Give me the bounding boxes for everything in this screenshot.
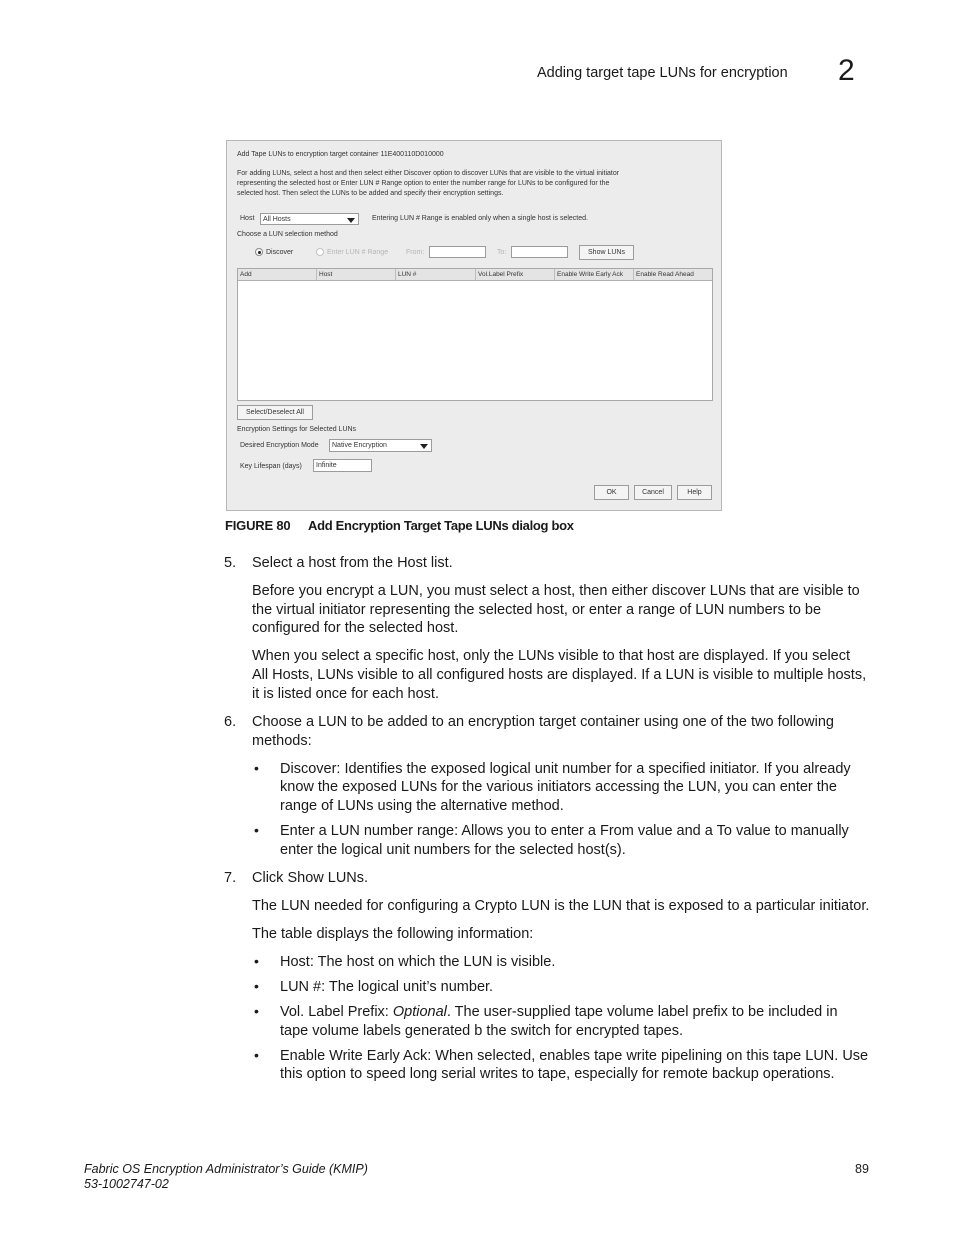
step-7-text: Click Show LUNs. <box>252 870 369 886</box>
step-7-para-2: The table displays the following information: <box>252 926 534 942</box>
range-bullet-line-2: enter the logical unit numbers for the selected host(s). <box>280 842 626 858</box>
discover-bullet-line-3: range of LUNs using the alternative method. <box>280 798 564 814</box>
help-button[interactable]: Help <box>677 485 712 500</box>
from-label: From: <box>406 249 425 256</box>
to-input[interactable] <box>511 246 568 258</box>
ui-term-from: From <box>599 823 634 839</box>
lun-table-header <box>238 269 712 281</box>
discover-label: Discover <box>266 249 294 256</box>
range-radio[interactable] <box>316 248 324 256</box>
step-5-para-2-line-3: it is listed once for each host. <box>252 686 439 702</box>
lun-table <box>237 268 713 401</box>
enc-settings-label: Encryption Settings for Selected LUNs <box>237 426 357 433</box>
host-label: Host <box>240 215 255 222</box>
range-bullet-line-1: Enter a LUN number range: Allows you to enter a From value and a To value to manually <box>280 823 849 839</box>
write-early-ack-bullet-line-2: this option to speed long serial writes to tape, especially for remote backup operations. <box>280 1066 835 1082</box>
from-input[interactable] <box>429 246 486 258</box>
ui-term-vol-label: Vol. Label Prefix <box>280 1004 385 1020</box>
chevron-down-icon <box>347 218 355 223</box>
step-7-number: 7. <box>224 870 237 886</box>
bullet-icon: • <box>254 978 259 994</box>
ui-term-discover: Discover <box>280 761 337 777</box>
bullet-icon: • <box>254 760 259 776</box>
step-7-para-1: The LUN needed for configuring a Crypto LUN is the LUN that is exposed to a particular initiator. <box>252 898 870 914</box>
bullet-icon: • <box>254 1003 259 1019</box>
ui-term-host-col: Host <box>280 954 310 970</box>
write-early-ack-bullet-line-1: Enable Write Early Ack: When selected, enables tape write pipelining on this tape LUN. Use <box>280 1048 869 1064</box>
ui-term-all-hosts: All Hosts <box>252 667 310 683</box>
footer-doc-id: 53-1002747-02 <box>84 1177 169 1191</box>
vol-label-bullet-line-2: tape volume labels generated b the switch for encrypted tapes. <box>280 1023 684 1039</box>
ui-term-to: To <box>716 823 732 839</box>
step-5-number: 5. <box>224 555 237 571</box>
figure-label: FIGURE 80 <box>225 518 291 533</box>
page-number: 89 <box>855 1162 869 1176</box>
bullet-icon: • <box>254 822 259 838</box>
step-5-text: Select a host from the Host list. <box>252 555 453 571</box>
ui-term-show-luns: Show LUNs <box>287 870 365 886</box>
bullet-icon: • <box>254 953 259 969</box>
discover-radio[interactable] <box>255 248 263 256</box>
step-5-para-2-line-1: When you select a specific host, only the LUNs visible to that host are displayed. If you select <box>252 648 851 664</box>
host-select[interactable] <box>260 213 359 225</box>
host-bullet: Host: The host on which the LUN is visible. <box>280 954 556 970</box>
chevron-down-icon <box>420 444 428 449</box>
step-6-number: 6. <box>224 714 237 730</box>
discover-bullet-line-1: Discover: Identifies the exposed logical unit number for a specified initiator. If you already <box>280 761 851 777</box>
cancel-button[interactable]: Cancel <box>634 485 672 500</box>
bullet-icon: • <box>254 1047 259 1063</box>
dialog-title-line: Add Tape LUNs to encryption target container 11E400110D010000 <box>237 151 444 158</box>
lun-bullet: LUN #: The logical unit’s number. <box>280 979 494 995</box>
col-host[interactable]: Host <box>317 269 396 280</box>
ui-term-enter-range: Enter a LUN number range <box>280 823 455 839</box>
add-tape-luns-dialog <box>226 140 722 511</box>
step-5-para-1-line-3: configured for the selected host. <box>252 620 459 636</box>
dialog-instructions-line-3: selected host. Then select the LUNs to be added and specify their encryption settings. <box>237 190 504 197</box>
ui-term-lun-col: LUN # <box>280 979 322 995</box>
col-read-ahead[interactable]: Enable Read Ahead <box>636 271 694 278</box>
running-header-title: Adding target tape LUNs for encryption <box>537 65 788 81</box>
chapter-number: 2 <box>838 54 855 87</box>
step-5-para-1-line-2: the virtual initiator representing the selected host, or enter a range of LUN numbers to be <box>252 602 822 618</box>
step-6-line-1: Choose a LUN to be added to an encryption target container using one of the two following <box>252 714 834 730</box>
step-5-para-2-line-2: All Hosts, LUNs visible to all configured hosts are displayed. If a LUN is visible to multiple hosts, <box>252 667 867 683</box>
mode-label: Desired Encryption Mode <box>240 442 319 449</box>
show-luns-button[interactable]: Show LUNs <box>579 245 634 260</box>
figure-caption: Add Encryption Target Tape LUNs dialog box <box>308 518 574 533</box>
col-lun[interactable]: LUN # <box>396 269 476 280</box>
col-vol-label-prefix[interactable]: Vol.Label Prefix <box>476 269 555 280</box>
col-write-early-ack[interactable]: Enable Write Early Ack <box>555 269 634 280</box>
method-label: Choose a LUN selection method <box>237 231 338 238</box>
footer-book-title: Fabric OS Encryption Administrator’s Guide (KMIP) <box>84 1162 368 1176</box>
key-lifespan-input[interactable]: Infinite <box>313 459 372 472</box>
range-label: Enter LUN # Range <box>327 249 389 256</box>
step-6-line-2: methods: <box>252 733 312 749</box>
to-label: To: <box>497 249 507 256</box>
discover-bullet-line-2: know the exposed LUNs for the various initiators accessing the LUN, you can enter the <box>280 779 837 795</box>
encryption-mode-select[interactable] <box>329 439 432 452</box>
step-5-para-1-line-1: Before you encrypt a LUN, you must select a host, then either discover LUNs that are visible to <box>252 583 860 599</box>
dialog-instructions-line-1: For adding LUNs, select a host and then select either Discover option to discover LUNs that are visible to the virtual initiator <box>237 170 620 177</box>
host-note: Entering LUN # Range is enabled only when a single host is selected. <box>372 215 588 222</box>
ui-term-host: Host <box>397 555 427 571</box>
lifespan-label: Key Lifespan (days) <box>240 463 302 470</box>
encryption-mode-value: Native Encryption <box>332 442 387 449</box>
dialog-instructions-line-2: representing the selected host or Enter LUN # Range option to enter the number range for LUNs to be configured for the <box>237 180 610 187</box>
vol-label-bullet-line-1: Vol. Label Prefix: Optional. The user-supplied tape volume label prefix to be included in <box>280 1004 838 1020</box>
select-deselect-all-button[interactable]: Select/Deselect All <box>237 405 313 420</box>
ok-button[interactable]: OK <box>594 485 629 500</box>
col-add[interactable]: Add <box>238 269 317 280</box>
ui-term-write-early-ack: Enable Write Early Ack <box>280 1048 428 1064</box>
host-select-value: All Hosts <box>263 216 291 223</box>
